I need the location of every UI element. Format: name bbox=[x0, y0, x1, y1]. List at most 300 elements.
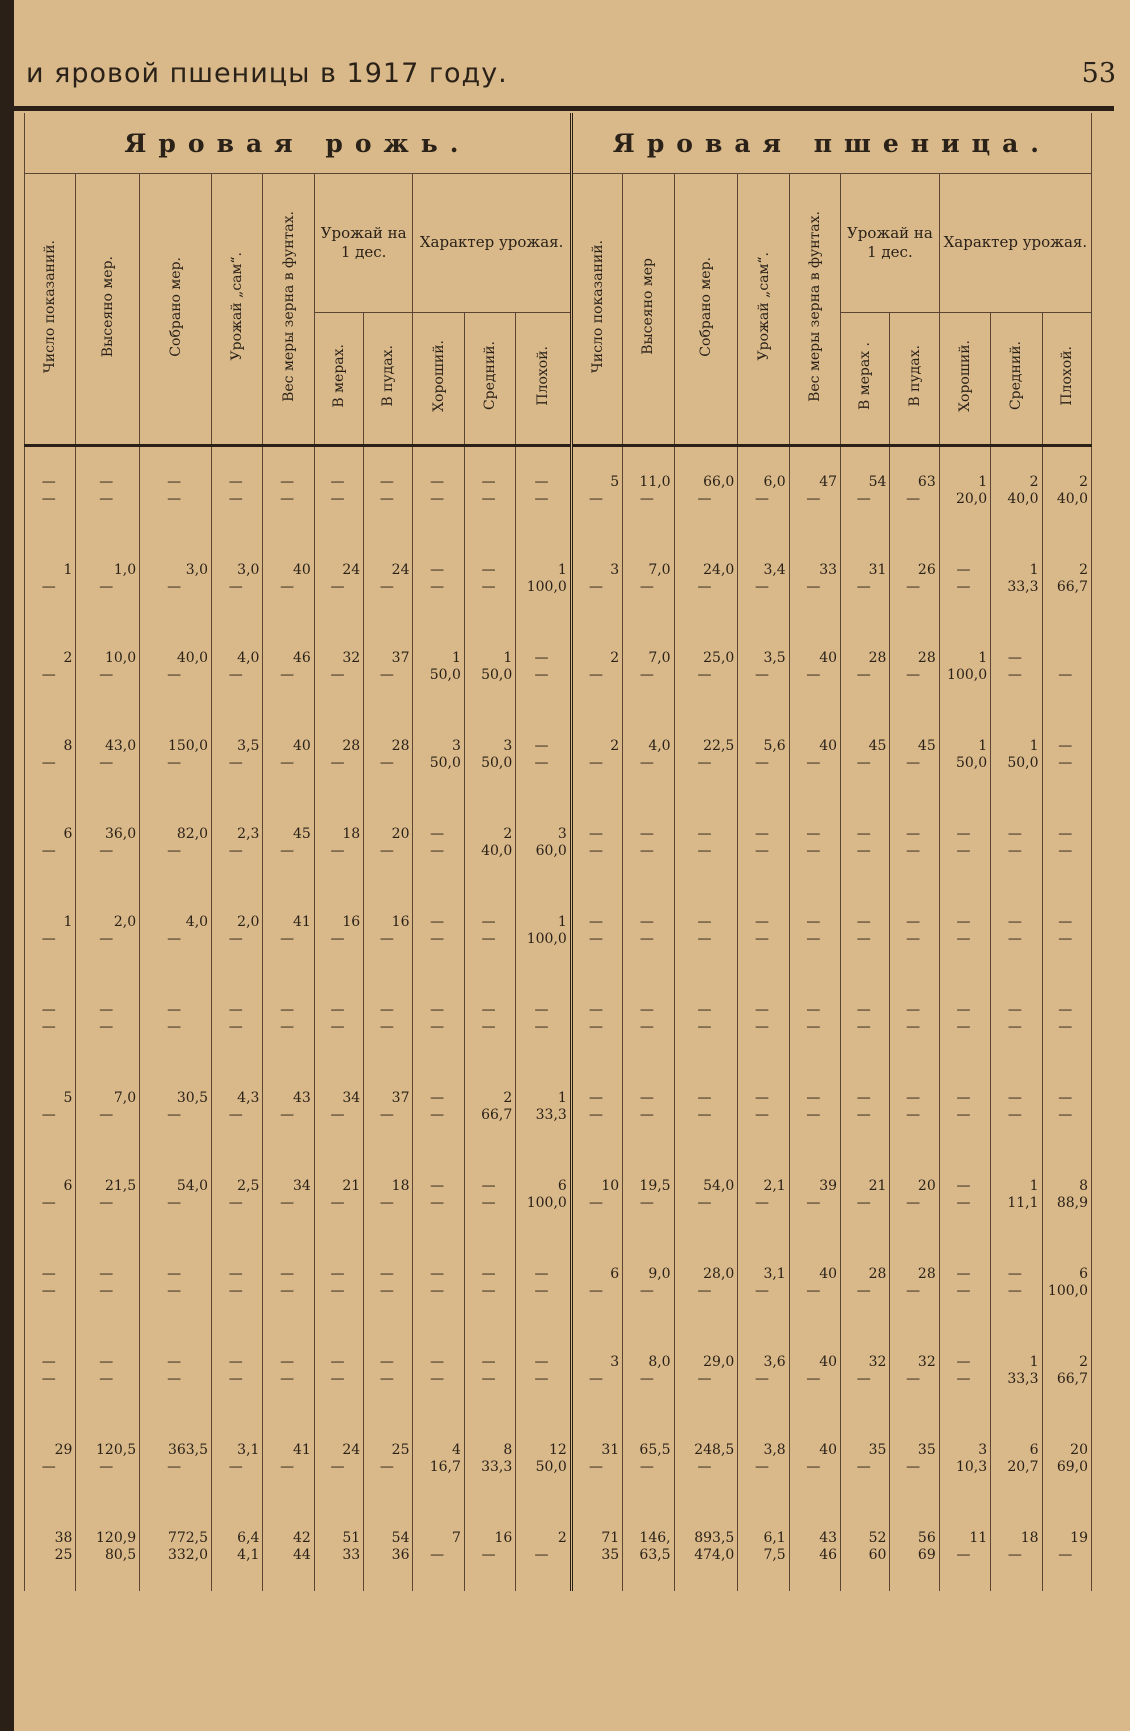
table-cell: 146, bbox=[623, 1503, 674, 1547]
table-row-top bbox=[25, 1151, 1092, 1195]
table-cell: — bbox=[890, 579, 939, 623]
table-cell: 20 bbox=[364, 799, 413, 843]
wheat-col-yield-self: Урожай „сам“. bbox=[738, 174, 789, 446]
rye-col-count: Число показаний. bbox=[25, 174, 76, 446]
table-cell: — bbox=[890, 1063, 939, 1107]
table-cell: — bbox=[413, 931, 464, 975]
rye-col-gathered: Собрано мер. bbox=[140, 174, 212, 446]
table-cell: 16 bbox=[364, 887, 413, 931]
table-cell: 50,0 bbox=[464, 755, 515, 799]
table-cell: — bbox=[738, 755, 789, 799]
rye-yield-per-des-header: Урожай на 1 дес. bbox=[314, 174, 413, 313]
table-cell: 29,0 bbox=[674, 1327, 738, 1371]
table-cell: 2 bbox=[464, 799, 515, 843]
table-cell: 88,9 bbox=[1042, 1195, 1091, 1239]
table-cell: — bbox=[25, 1195, 76, 1239]
table-cell: 1 bbox=[516, 887, 572, 931]
table-cell: — bbox=[789, 667, 840, 711]
table-cell: — bbox=[623, 1371, 674, 1415]
table-cell: — bbox=[939, 887, 990, 931]
table-cell: 22,5 bbox=[674, 711, 738, 755]
table-cell: — bbox=[789, 843, 840, 887]
table-cell: — bbox=[571, 1063, 622, 1107]
table-cell: — bbox=[623, 975, 674, 1019]
table-row-top bbox=[25, 1327, 1092, 1371]
table-cell: — bbox=[413, 799, 464, 843]
table-cell: 3,4 bbox=[738, 535, 789, 579]
table-cell: 2,3 bbox=[212, 799, 263, 843]
table-cell: — bbox=[314, 1195, 363, 1239]
table-cell: — bbox=[890, 755, 939, 799]
table-cell: — bbox=[364, 931, 413, 975]
rye-col-sown: Высеяно мер. bbox=[76, 174, 140, 446]
table-cell: 7,0 bbox=[76, 1063, 140, 1107]
table-cell: 1 bbox=[939, 623, 990, 667]
table-body bbox=[25, 446, 1092, 1592]
table-cell: — bbox=[674, 491, 738, 535]
table-cell: 1 bbox=[939, 446, 990, 492]
table-cell: 33 bbox=[789, 535, 840, 579]
table-cell: — bbox=[841, 887, 890, 931]
table-cell: 1 bbox=[25, 535, 76, 579]
table-cell: — bbox=[140, 975, 212, 1019]
table-cell: — bbox=[464, 579, 515, 623]
table-cell: 25,0 bbox=[674, 623, 738, 667]
table-cell: — bbox=[464, 1195, 515, 1239]
table-cell: — bbox=[841, 799, 890, 843]
table-cell: 16 bbox=[314, 887, 363, 931]
table-cell: — bbox=[76, 1371, 140, 1415]
table-cell: — bbox=[991, 667, 1042, 711]
table-cell: — bbox=[314, 843, 363, 887]
table-cell: — bbox=[413, 1371, 464, 1415]
table-cell: — bbox=[263, 1107, 314, 1151]
table-cell: — bbox=[25, 975, 76, 1019]
wheat-col-weight: Вес меры зерна в фунтах. bbox=[789, 174, 840, 446]
table-cell: — bbox=[25, 1239, 76, 1283]
table-row-bot bbox=[25, 1195, 1092, 1239]
table-cell: — bbox=[516, 667, 572, 711]
table-cell: 37 bbox=[364, 623, 413, 667]
table-cell: 3,1 bbox=[738, 1239, 789, 1283]
table-cell: 40 bbox=[263, 535, 314, 579]
table-cell: 71 bbox=[571, 1503, 622, 1547]
table-row-top bbox=[25, 535, 1092, 579]
table-cell: — bbox=[140, 579, 212, 623]
table-cell: — bbox=[464, 1151, 515, 1195]
table-cell: 40 bbox=[789, 1415, 840, 1459]
table-cell: — bbox=[674, 1019, 738, 1063]
table-cell: — bbox=[571, 843, 622, 887]
group-wheat-header: Яровая пшеница. bbox=[571, 113, 1091, 174]
table-cell: — bbox=[991, 1547, 1042, 1591]
table-cell: — bbox=[464, 1283, 515, 1327]
table-cell: 1 bbox=[939, 711, 990, 755]
table-cell: — bbox=[212, 1019, 263, 1063]
table-cell: — bbox=[674, 579, 738, 623]
table-cell: 474,0 bbox=[674, 1547, 738, 1591]
table-cell: 1 bbox=[991, 1151, 1042, 1195]
table-cell: — bbox=[571, 667, 622, 711]
table-cell: — bbox=[413, 535, 464, 579]
table-cell: 40,0 bbox=[991, 491, 1042, 535]
table-row-top bbox=[25, 1063, 1092, 1107]
table-cell: — bbox=[738, 1195, 789, 1239]
table-cell: 772,5 bbox=[140, 1503, 212, 1547]
table-cell: — bbox=[263, 1327, 314, 1371]
table-cell: 29 bbox=[25, 1415, 76, 1459]
table-cell: — bbox=[939, 535, 990, 579]
table-cell: — bbox=[516, 1283, 572, 1327]
table-cell: — bbox=[140, 1283, 212, 1327]
table-cell: 1 bbox=[413, 623, 464, 667]
table-cell: — bbox=[571, 1283, 622, 1327]
table-cell: 60 bbox=[841, 1547, 890, 1591]
table-cell: — bbox=[314, 446, 363, 492]
table-cell: — bbox=[939, 931, 990, 975]
table-cell: 45 bbox=[263, 799, 314, 843]
table-cell: 3,5 bbox=[738, 623, 789, 667]
book-spine bbox=[0, 0, 14, 1731]
table-row-top bbox=[25, 1239, 1092, 1283]
table-cell: — bbox=[413, 843, 464, 887]
table-cell: — bbox=[1042, 931, 1091, 975]
table-cell: 66,7 bbox=[1042, 579, 1091, 623]
table-cell: — bbox=[991, 931, 1042, 975]
table-cell: — bbox=[890, 667, 939, 711]
rye-col-medium: Средний. bbox=[464, 312, 515, 445]
table-cell: 3,8 bbox=[738, 1415, 789, 1459]
wheat-col-poor: Плохой. bbox=[1042, 312, 1091, 445]
table-cell: 28,0 bbox=[674, 1239, 738, 1283]
table-cell: — bbox=[1042, 1019, 1091, 1063]
table-cell: — bbox=[314, 667, 363, 711]
table-cell: — bbox=[571, 1019, 622, 1063]
table-cell: 7 bbox=[413, 1503, 464, 1547]
table-cell: 6 bbox=[25, 1151, 76, 1195]
table-cell: — bbox=[939, 1239, 990, 1283]
table-cell: 3 bbox=[939, 1415, 990, 1459]
table-cell: — bbox=[212, 1283, 263, 1327]
table-cell: 8,0 bbox=[623, 1327, 674, 1371]
table-cell: 18 bbox=[314, 799, 363, 843]
table-cell: — bbox=[991, 1019, 1042, 1063]
table-row-bot bbox=[25, 1371, 1092, 1415]
table-cell: — bbox=[25, 755, 76, 799]
table-row-top bbox=[25, 799, 1092, 843]
table-cell: 31 bbox=[841, 535, 890, 579]
table-cell: — bbox=[738, 1283, 789, 1327]
page-header bbox=[26, 58, 1116, 102]
table-cell: — bbox=[738, 1019, 789, 1063]
table-cell: 6 bbox=[571, 1239, 622, 1283]
table-cell: — bbox=[1042, 1547, 1091, 1591]
table-cell: — bbox=[140, 491, 212, 535]
table-cell: — bbox=[1042, 975, 1091, 1019]
table-cell: 40 bbox=[789, 711, 840, 755]
wheat-col-sown: Высеяно мер bbox=[623, 174, 674, 446]
table-cell: 35 bbox=[571, 1547, 622, 1591]
table-cell: — bbox=[76, 755, 140, 799]
group-rye-header: Яровая рожь. bbox=[25, 113, 572, 174]
table-cell: 11,0 bbox=[623, 446, 674, 492]
table-cell: 2,0 bbox=[212, 887, 263, 931]
table-cell: 28 bbox=[841, 623, 890, 667]
table-cell: — bbox=[263, 667, 314, 711]
table-cell: 16 bbox=[464, 1503, 515, 1547]
table-cell: — bbox=[516, 711, 572, 755]
rye-col-good: Хороший. bbox=[413, 312, 464, 445]
table-cell: — bbox=[789, 579, 840, 623]
table-cell: — bbox=[890, 887, 939, 931]
table-cell: 150,0 bbox=[140, 711, 212, 755]
table-cell: — bbox=[991, 1239, 1042, 1283]
table-cell: — bbox=[674, 843, 738, 887]
table-cell: 33,3 bbox=[991, 579, 1042, 623]
table-cell: — bbox=[76, 1019, 140, 1063]
table-cell: 2 bbox=[571, 711, 622, 755]
table-cell: 66,7 bbox=[1042, 1371, 1091, 1415]
table-row-bot bbox=[25, 579, 1092, 623]
table-cell: — bbox=[263, 755, 314, 799]
table-cell: — bbox=[623, 931, 674, 975]
table-cell: 40,0 bbox=[464, 843, 515, 887]
table-cell: — bbox=[140, 1239, 212, 1283]
table-cell: 1 bbox=[991, 711, 1042, 755]
table-cell: — bbox=[464, 1019, 515, 1063]
table-cell: — bbox=[140, 446, 212, 492]
table-cell: 66,7 bbox=[464, 1107, 515, 1151]
table-cell: 100,0 bbox=[939, 667, 990, 711]
table-cell: 31 bbox=[571, 1415, 622, 1459]
table-cell: — bbox=[674, 1107, 738, 1151]
table-cell: — bbox=[25, 1019, 76, 1063]
table-cell: — bbox=[571, 1371, 622, 1415]
table-cell: 28 bbox=[890, 623, 939, 667]
table-cell: — bbox=[738, 1063, 789, 1107]
table-cell: — bbox=[939, 1371, 990, 1415]
table-cell: — bbox=[76, 1239, 140, 1283]
table-cell: 28 bbox=[364, 711, 413, 755]
rye-col-in-poods: В пудах. bbox=[364, 312, 413, 445]
table-cell: — bbox=[464, 446, 515, 492]
table-cell: — bbox=[516, 491, 572, 535]
table-row-bot bbox=[25, 843, 1092, 887]
table-cell: — bbox=[674, 1371, 738, 1415]
table-cell: — bbox=[674, 1459, 738, 1503]
table-cell: 11 bbox=[939, 1503, 990, 1547]
table-cell: 7,0 bbox=[623, 535, 674, 579]
table-cell: 2 bbox=[1042, 535, 1091, 579]
table-cell: — bbox=[939, 1547, 990, 1591]
table-cell: — bbox=[991, 1063, 1042, 1107]
table-cell: — bbox=[789, 755, 840, 799]
table-cell: — bbox=[789, 931, 840, 975]
table-cell: — bbox=[76, 843, 140, 887]
table-cell: 6 bbox=[516, 1151, 572, 1195]
table-cell: 18 bbox=[991, 1503, 1042, 1547]
table-cell: — bbox=[674, 1283, 738, 1327]
table-cell: — bbox=[413, 1151, 464, 1195]
table-cell: — bbox=[364, 1195, 413, 1239]
table-cell: — bbox=[314, 1239, 363, 1283]
table-cell: — bbox=[991, 843, 1042, 887]
table-cell: — bbox=[674, 667, 738, 711]
table-cell: — bbox=[1042, 667, 1091, 711]
table-cell: — bbox=[939, 799, 990, 843]
table-cell: 10,0 bbox=[76, 623, 140, 667]
table-cell: — bbox=[314, 755, 363, 799]
table-cell: 45 bbox=[841, 711, 890, 755]
table-cell: — bbox=[314, 975, 363, 1019]
table-cell: — bbox=[25, 1107, 76, 1151]
table-cell: — bbox=[212, 1371, 263, 1415]
table-cell: 52 bbox=[841, 1503, 890, 1547]
table-row-bot bbox=[25, 1283, 1092, 1327]
table-cell: — bbox=[738, 843, 789, 887]
table-cell: — bbox=[738, 799, 789, 843]
table-row-bot bbox=[25, 931, 1092, 975]
table-cell: — bbox=[314, 931, 363, 975]
table-cell: 40 bbox=[263, 711, 314, 755]
table-cell: — bbox=[623, 579, 674, 623]
table-cell: 4,1 bbox=[212, 1547, 263, 1591]
table-cell: 45 bbox=[890, 711, 939, 755]
table-cell: — bbox=[789, 1019, 840, 1063]
table-cell: — bbox=[263, 1283, 314, 1327]
table-cell: — bbox=[623, 887, 674, 931]
table-cell: 63,5 bbox=[623, 1547, 674, 1591]
table-cell: 65,5 bbox=[623, 1415, 674, 1459]
table-cell: 66,0 bbox=[674, 446, 738, 492]
table-cell: 20,7 bbox=[991, 1459, 1042, 1503]
table-cell: — bbox=[571, 1195, 622, 1239]
table-cell: 63 bbox=[890, 446, 939, 492]
table-cell: 2,0 bbox=[76, 887, 140, 931]
table-cell: — bbox=[140, 755, 212, 799]
table-cell: — bbox=[314, 1459, 363, 1503]
table-cell: — bbox=[212, 667, 263, 711]
table-cell: 248,5 bbox=[674, 1415, 738, 1459]
table-cell: 34 bbox=[263, 1151, 314, 1195]
table-cell: — bbox=[212, 1327, 263, 1371]
table-cell: 363,5 bbox=[140, 1415, 212, 1459]
table-cell: — bbox=[516, 755, 572, 799]
table-row-top bbox=[25, 446, 1092, 492]
table-cell: 4,0 bbox=[212, 623, 263, 667]
table-cell: 6,4 bbox=[212, 1503, 263, 1547]
table-cell: 3 bbox=[571, 535, 622, 579]
table-cell: — bbox=[841, 1107, 890, 1151]
table-cell: — bbox=[314, 1371, 363, 1415]
table-cell: — bbox=[890, 799, 939, 843]
table-cell: — bbox=[212, 446, 263, 492]
table-cell: — bbox=[314, 1327, 363, 1371]
table-cell: 1,0 bbox=[76, 535, 140, 579]
wheat-col-count: Число показаний. bbox=[571, 174, 622, 446]
rye-col-weight: Вес меры зерна в фунтах. bbox=[263, 174, 314, 446]
table-cell: — bbox=[314, 1283, 363, 1327]
table-cell: — bbox=[364, 1327, 413, 1371]
table-cell: 82,0 bbox=[140, 799, 212, 843]
table-cell: — bbox=[939, 1283, 990, 1327]
table-cell: 54,0 bbox=[140, 1151, 212, 1195]
table-cell: — bbox=[841, 1063, 890, 1107]
table-cell: — bbox=[789, 799, 840, 843]
table-cell: 2 bbox=[571, 623, 622, 667]
table-cell: — bbox=[738, 491, 789, 535]
table-cell: — bbox=[25, 667, 76, 711]
table-cell: 24,0 bbox=[674, 535, 738, 579]
table-cell: — bbox=[314, 491, 363, 535]
table-cell: 6,0 bbox=[738, 446, 789, 492]
table-cell: — bbox=[991, 887, 1042, 931]
table-cell: — bbox=[738, 1107, 789, 1151]
wheat-col-medium: Средний. bbox=[991, 312, 1042, 445]
table-cell: — bbox=[841, 579, 890, 623]
table-cell bbox=[1042, 623, 1091, 667]
table-cell: — bbox=[464, 491, 515, 535]
table-cell: — bbox=[623, 755, 674, 799]
table-cell: — bbox=[212, 843, 263, 887]
table-cell: 3 bbox=[413, 711, 464, 755]
table-cell: — bbox=[890, 491, 939, 535]
table-cell: — bbox=[263, 1019, 314, 1063]
table-cell: — bbox=[789, 1283, 840, 1327]
table-cell: — bbox=[841, 1283, 890, 1327]
table-cell: — bbox=[939, 975, 990, 1019]
rye-col-poor: Плохой. bbox=[516, 312, 572, 445]
table-cell: — bbox=[623, 491, 674, 535]
table-cell: — bbox=[890, 1459, 939, 1503]
harvest-table bbox=[24, 113, 1092, 1591]
table-cell: 893,5 bbox=[674, 1503, 738, 1547]
table-cell: — bbox=[413, 1283, 464, 1327]
table-cell: — bbox=[314, 579, 363, 623]
table-cell: — bbox=[623, 1107, 674, 1151]
table-cell: — bbox=[25, 1327, 76, 1371]
table-cell: — bbox=[516, 623, 572, 667]
table-cell: 2 bbox=[516, 1503, 572, 1547]
table-cell: — bbox=[571, 887, 622, 931]
table-row-bot bbox=[25, 755, 1092, 799]
table-row-bot bbox=[25, 491, 1092, 535]
table-cell: — bbox=[76, 975, 140, 1019]
table-row-bot bbox=[25, 1107, 1092, 1151]
table-cell: 8 bbox=[25, 711, 76, 755]
table-cell: — bbox=[364, 975, 413, 1019]
table-cell: — bbox=[76, 579, 140, 623]
table-cell: 18 bbox=[364, 1151, 413, 1195]
table-cell: 41 bbox=[263, 887, 314, 931]
wheat-col-good: Хороший. bbox=[939, 312, 990, 445]
table-cell: 21,5 bbox=[76, 1151, 140, 1195]
table-cell: 3,0 bbox=[140, 535, 212, 579]
table-cell: — bbox=[212, 1459, 263, 1503]
table-cell: 7,0 bbox=[623, 623, 674, 667]
table-cell: — bbox=[140, 1459, 212, 1503]
wheat-character-header: Характер урожая. bbox=[939, 174, 1091, 313]
table-row-bot bbox=[25, 1547, 1092, 1591]
table-cell: — bbox=[623, 667, 674, 711]
table-cell: — bbox=[516, 975, 572, 1019]
table-cell: 54,0 bbox=[674, 1151, 738, 1195]
table-cell: 40 bbox=[789, 623, 840, 667]
table-cell: — bbox=[674, 931, 738, 975]
table-cell: — bbox=[263, 579, 314, 623]
table-cell: 12 bbox=[516, 1415, 572, 1459]
table-cell: — bbox=[738, 1459, 789, 1503]
